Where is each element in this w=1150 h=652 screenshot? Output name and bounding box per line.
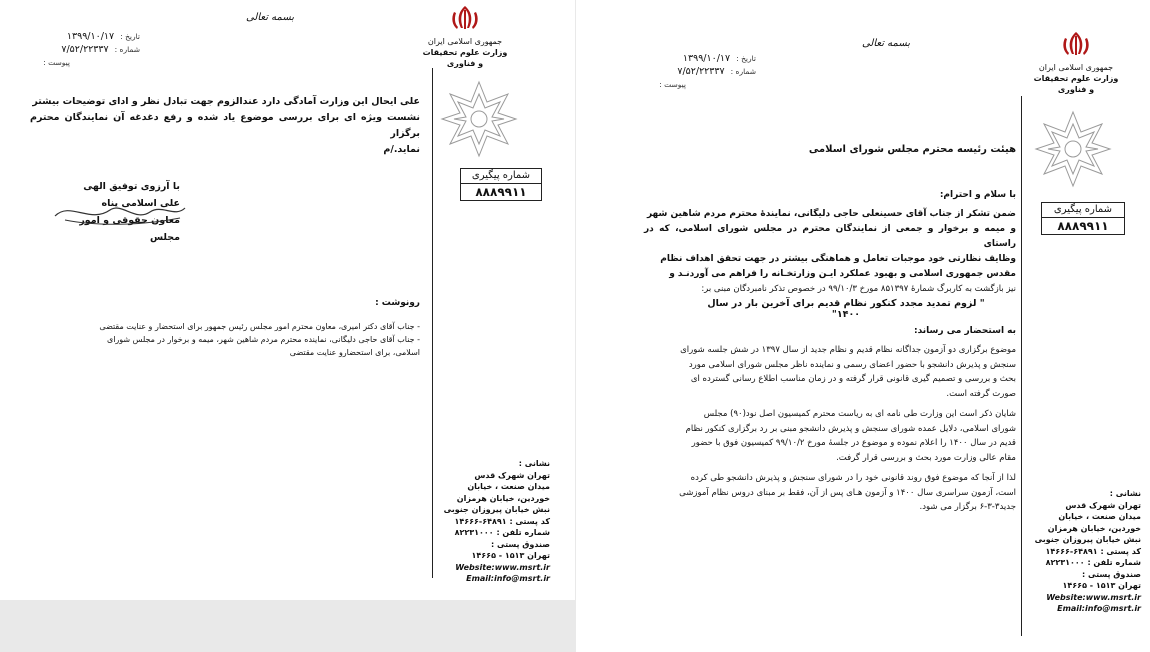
email-link[interactable]: Email:info@msrt.ir <box>466 574 550 583</box>
address-line: صندوق پستی : <box>490 539 550 549</box>
cc-item: اسلامی، برای استحضارو عنایت مقتضی <box>289 348 420 357</box>
email-link[interactable]: Email:info@msrt.ir <box>1057 604 1141 613</box>
address-line: خوردین، خیابان هرمزان <box>1047 523 1141 533</box>
website-link[interactable]: Website:www.msrt.ir <box>1046 592 1141 602</box>
date-row <box>20 30 140 43</box>
ministry-name-line2: وزارت علوم تحقیقات و فناوری <box>1033 74 1119 94</box>
date-value: ۱۳۹۹/۱۰/۱۷ <box>682 53 731 64</box>
address-line: کد پستی : ۶۴۸۹۱-۱۴۶۶۶ <box>454 516 550 526</box>
ornament-rosette-icon <box>1034 110 1112 188</box>
salutation: با سلام و احترام: <box>939 190 1016 200</box>
bismillah-heading: بسمه تعالی <box>245 12 295 23</box>
signature-scribble-icon <box>50 196 190 228</box>
number-value: ۷/۵۲/۲۲۳۳۷ <box>61 44 109 55</box>
address-line: میدان صنعت ، خیابان <box>1058 512 1141 521</box>
report-line: صورت گرفته است. <box>946 388 1016 399</box>
address-line: کد پستی : ۶۴۸۹۱-۱۴۶۶۶ <box>1045 546 1141 556</box>
ministry-name-line1: جمهوری اسلامی ایران <box>1038 63 1114 72</box>
address-line: شماره تلفن : ۸۲۲۳۱۰۰۰ <box>454 528 550 537</box>
signer-title: معاون حقوقی و امور مجلس <box>79 215 180 243</box>
report-line: قدیم در سال ۱۴۰۰ را اعلام نموده و موضوع در جلسۀ مورخ ۹۹/۱۰/۲ کمیسیون فوق با حضور <box>691 438 1016 448</box>
address-line: تهران ۱۵۱۳ - ۱۴۶۶۵ <box>471 551 550 560</box>
report-line: بحث و بررسی و تصمیم گیری قانونی قرار گرفته و در زمان مناسب اطلاع رسانی گسترده ای <box>690 374 1016 384</box>
body-line: علی ایحال این وزارت آمادگی دارد عندالزوم جهت تبادل نظر و ادای توضیحات بیشتر <box>32 96 420 107</box>
address-heading: نشانی : <box>518 459 550 468</box>
address-line: تهران شهرک قدس <box>474 470 550 480</box>
letter-page-1 <box>576 0 1150 652</box>
report-line: شورای اسلامی، دلایل عمده شورای سنجش و پذیرش دانشجو مبنی بر رد برگزاری کنکور نظام <box>685 423 1016 434</box>
letter-meta <box>636 52 756 91</box>
address-line: تهران شهرک قدس <box>1065 500 1141 510</box>
number-label: شماره : <box>114 45 140 54</box>
tracking-number-box <box>1041 202 1125 235</box>
report-line: جدید۳-۳-۶ برگزار می شود. <box>919 502 1016 512</box>
iran-emblem-icon <box>1031 30 1121 58</box>
address-line: میدان صنعت ، خیابان <box>467 482 550 491</box>
report-line: است، آزمون سراسری سال ۱۴۰۰ و آزمون هـای پس از آن، فقط بر مبنای دروس نظام آموزشی <box>679 487 1016 498</box>
tracking-number-box <box>460 168 542 201</box>
number-label: شماره : <box>730 67 756 76</box>
tracking-value: ۸۸۸۹۹۱۱ <box>475 185 527 199</box>
address-line: شماره تلفن : ۸۲۲۳۱۰۰۰ <box>1045 558 1141 567</box>
intro-line: وظایف نظارتی خود موجبات تعامل و هماهنگی بیشتر در جهت تحقق اهداف نظام <box>660 254 1016 264</box>
address-line: نبش خیابان پیروزان جنوبی <box>1034 535 1141 544</box>
letter-meta <box>20 30 140 69</box>
report-line: مقام عالی وزارت مورد بحث و بررسی قرار گرفت. <box>836 452 1016 463</box>
bismillah-heading: بسمه تعالی <box>861 38 911 49</box>
date-value: ۱۳۹۹/۱۰/۱۷ <box>66 31 115 42</box>
margin-divider <box>432 68 433 578</box>
report-paragraph <box>644 471 1016 515</box>
report-line: موضوع برگزاری دو آزمون جداگانه نظام قدیم و نظام جدید از سال ۱۳۹۷ در شش جلسه شورای <box>680 345 1016 355</box>
body-line: نماید./م <box>383 144 420 155</box>
intro-line: و میمه و برخوار و جمعی از نمایندگان محترم در مجلس شورای اسلامی، که در راستای <box>644 224 1016 249</box>
intro-line: مقدس جمهوری اسلامی و بهبود عملکرد ایـن وزارتخـانه را فراهم می آوردنـد و <box>669 269 1016 279</box>
report-line: لذا از آنجا که موضوع فوق روند قانونی خود را در شورای سنجش و پذیرش دانشجو طی کرده <box>690 473 1016 483</box>
address-line: تهران ۱۵۱۳ - ۱۴۶۶۵ <box>1062 581 1141 590</box>
tracking-label: شماره پیگیری <box>1042 203 1124 218</box>
address-line: نبش خیابان پیروزان جنوبی <box>443 505 550 514</box>
attachment-label: پیوست : <box>659 80 686 89</box>
tracking-label: شماره پیگیری <box>461 169 541 184</box>
intro-paragraph <box>644 207 1016 297</box>
ministry-name-line2: وزارت علوم تحقیقات و فناوری <box>422 48 508 68</box>
intro-line: نیز بازگشت به کاربرگ شمارۀ ۸۵۱۳۹۷ مورخ ۹۹/۱۰/۳ در خصوص تذکر نامبردگان مبنی بر: <box>701 284 1016 294</box>
signer-name: علی اسلامی پناه <box>101 198 180 209</box>
closing-greeting: با آرزوی توفیق الهی <box>83 181 180 192</box>
report-line: شایان ذکر است این وزارت طی نامه ای به ریاست محترم کمیسیون اصل نود(۹۰) مجلس <box>703 409 1016 419</box>
report-paragraph <box>644 343 1016 401</box>
subject-line: " لزوم تمدید مجدد کنکور نظام قدیم برای آخرین بار در سال ۱۴۰۰" <box>707 298 985 320</box>
letter-page-2 <box>0 0 575 600</box>
address-block <box>1031 488 1141 615</box>
margin-divider <box>1021 96 1022 636</box>
address-line: خوردین، خیابان هرمزان <box>456 493 550 503</box>
body-paragraph <box>30 94 420 158</box>
address-block <box>440 458 550 585</box>
website-link[interactable]: Website:www.msrt.ir <box>455 562 550 572</box>
tracking-value: ۸۸۸۹۹۱۱ <box>1057 219 1109 233</box>
date-label: تاریخ : <box>120 32 140 41</box>
address-heading: نشانی : <box>1109 489 1141 498</box>
ministry-name-line1: جمهوری اسلامی ایران <box>427 37 503 46</box>
report-heading: به استحضار می رساند: <box>913 326 1016 336</box>
cc-list <box>30 320 420 359</box>
ministry-header <box>1031 30 1121 95</box>
attachment-row <box>20 56 140 69</box>
number-row <box>636 65 756 78</box>
report-line: سنجش و پذیرش دانشجو با حضور اعضای رسمی و نماینده ناظر مجلس شورای اسلامی مورد <box>688 359 1016 370</box>
report-body <box>644 343 1016 515</box>
recipient-line: هیئت رئیسه محترم مجلس شورای اسلامی <box>808 144 1016 155</box>
cc-heading: رونوشت : <box>375 298 420 308</box>
attachment-label: پیوست : <box>43 58 70 67</box>
attachment-row <box>636 78 756 91</box>
iran-emblem-icon <box>420 4 510 32</box>
number-value: ۷/۵۲/۲۲۳۳۷ <box>677 66 725 77</box>
address-line: صندوق پستی : <box>1081 569 1141 579</box>
date-label: تاریخ : <box>736 54 756 63</box>
cc-item: - جناب آقای حاجی دلیگانی، نماینده محترم مردم شاهین شهر، میمه و برخوار در مجلس شورای <box>106 335 420 344</box>
ornament-rosette-icon <box>440 80 518 158</box>
cc-item: - جناب آقای دکتر امیری، معاون محترم امور مجلس رئیس جمهور برای استحضار و عنایت مقتضی <box>99 322 420 331</box>
report-paragraph <box>644 407 1016 465</box>
date-row <box>636 52 756 65</box>
body-line: نشست ویژه ای برای بررسی موضوع یاد شده و رفع دغدغه آن نمایندگان محترم برگزار <box>30 112 420 139</box>
intro-line: ضمن تشکر از جناب آقای حسینعلی حاجی دلیگانی، نمایندۀ محترم مردم شاهین شهر <box>646 209 1016 219</box>
ministry-header <box>420 4 510 69</box>
number-row <box>20 43 140 56</box>
